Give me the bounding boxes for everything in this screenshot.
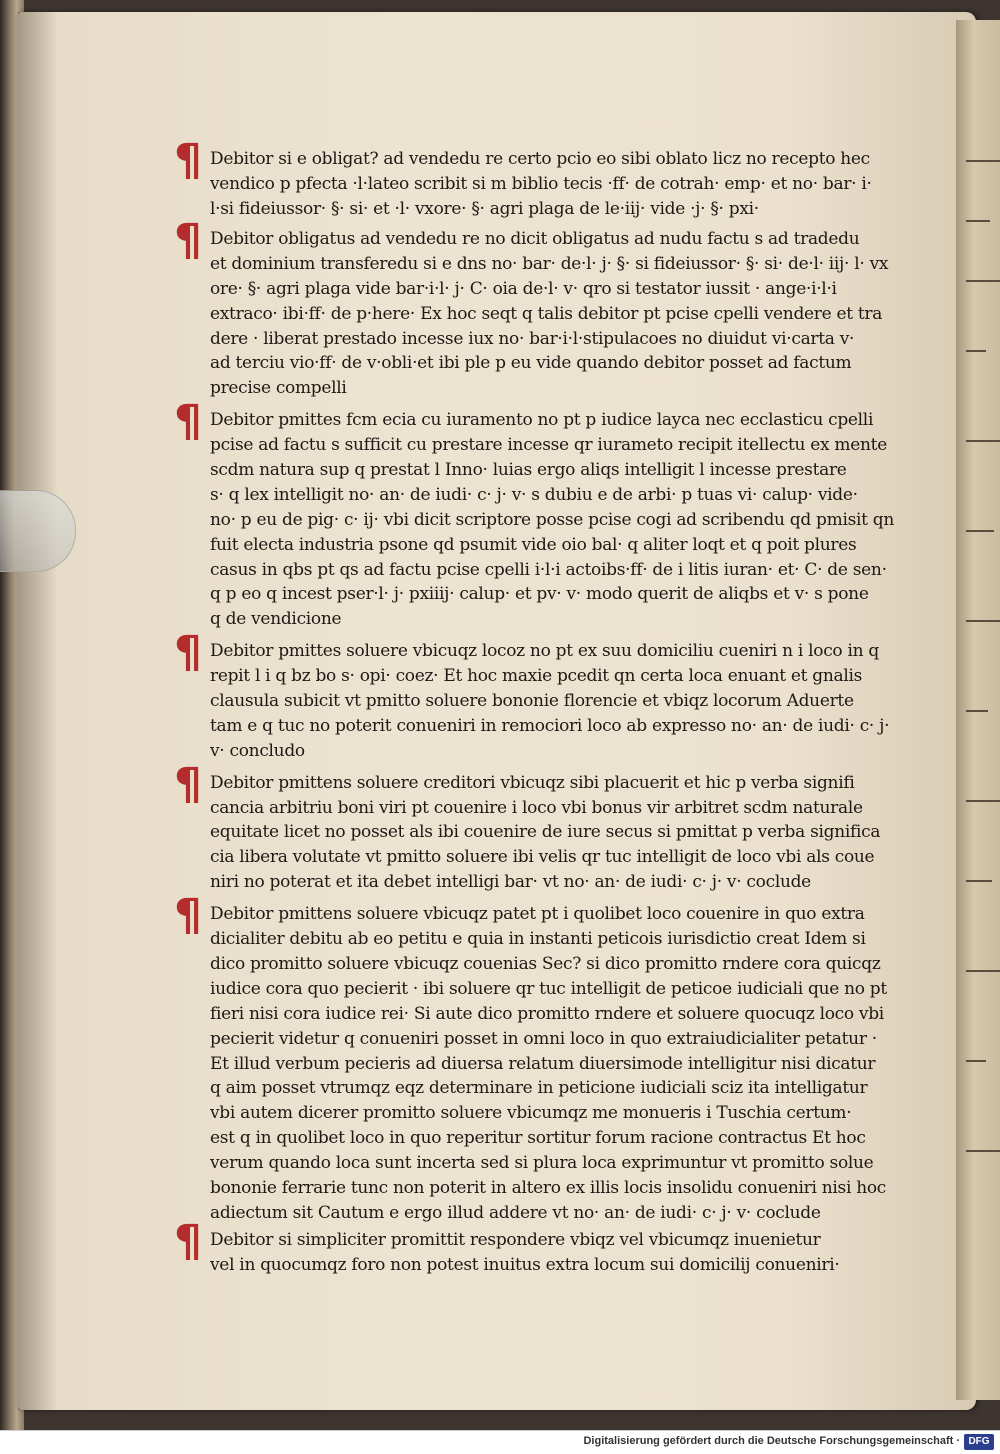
text-line: dere · liberat prestado incesse iux no· bar·i·l·stipulacoes no diuidut vi·carta v· bbox=[210, 328, 855, 349]
paragraph bbox=[174, 396, 910, 632]
dfg-logo: DFG bbox=[964, 1434, 994, 1450]
text-line: Et illud verbum pecieris ad diuersa relatum diuersimode intelligitur nisi dicatur bbox=[210, 1053, 876, 1074]
text-line: Debitor pmittens soluere vbicuqz patet pt i quolibet loco couenire in quo extra bbox=[210, 904, 865, 925]
text-line: q aim posset vtrumqz eqz determinare in peticione iudiciali sciz ita intelligatur bbox=[210, 1078, 868, 1099]
text-line: equitate licet no posset als ibi couenire de iure secus si pmittat p verba significa bbox=[210, 822, 881, 843]
text-line: no· p eu de pig· c· ij· vbi dicit scriptore posse pcise cogi ad scribendu qd pmisit qn bbox=[210, 509, 895, 530]
text-line: fuit electa industria psone qd psumit vide oio bal· q aliter loqt et q poit plures bbox=[210, 534, 857, 555]
text-line: extraco· ibi·ff· de p·here· Ex hoc seqt q talis debitor pt pcise cpelli vendere et tra bbox=[210, 303, 883, 324]
text-line: dico promitto soluere vbicuqz couenias Sec? si dico promitto rndere cora quicqz bbox=[210, 953, 881, 974]
paper-clip bbox=[0, 490, 76, 572]
text-line: vendico p pfecta ·l·lateo scribit si m biblio tecis ·ff· de cotrah· emp· et no· bar· i· bbox=[210, 173, 872, 194]
text-line: v· concludo bbox=[210, 740, 305, 761]
text-line: vbi autem dicerer promitto soluere vbicumqz me monueris i Tuschia certum· bbox=[210, 1103, 852, 1124]
rubric-paragraph-mark: ¶ bbox=[174, 215, 202, 266]
text-line: pecierit videtur q conueniri posset in omni loco in quo extraiudicialiter petatur · bbox=[210, 1028, 877, 1049]
text-line: l·si fideiussor· §· si· et ·l· vxore· §· agri plaga de le·iij· vide ·j· §· pxi· bbox=[210, 198, 759, 219]
gutter-shadow bbox=[18, 12, 58, 1410]
text-line: repit l i q bz bo s· opi· coez· Et hoc maxie pcedit qn certa loca enuant et gnalis bbox=[210, 666, 863, 687]
rubric-paragraph-mark: ¶ bbox=[174, 1215, 202, 1267]
paragraph bbox=[174, 627, 910, 763]
text-line: scdm natura sup q prestat l Inno· luias ergo aliqs intelligit l incesse prestare bbox=[210, 460, 847, 481]
rubric-paragraph-mark: ¶ bbox=[174, 758, 202, 810]
text-line: clausula subicit vt pmitto soluere bononie florencie et vbiqz locorum Aduerte bbox=[210, 691, 854, 712]
text-line: pcise ad factu s sufficit cu prestare incesse qr iurameto recipit itellectu ex mente bbox=[210, 435, 887, 456]
text-line: est q in quolibet loco in quo reperitur sortitur forum racione contractus Et hoc bbox=[210, 1128, 866, 1149]
text-line: s· q lex intelligit no· an· de iudi· c· j· v· s dubiu e de arbi· p tuas vi· calup· vide· bbox=[210, 484, 858, 505]
text-line: adiectum sit Cautum e ergo illud addere vt no· an· de iudi· c· j· v· coclude bbox=[210, 1202, 821, 1223]
paragraph bbox=[174, 1215, 910, 1278]
text-line: Debitor si simpliciter promittit respondere vbiqz vel vbicumqz inuenietur bbox=[210, 1229, 821, 1250]
paragraph bbox=[174, 135, 910, 222]
paragraph bbox=[174, 890, 910, 1226]
text-line: iudice cora quo pecierit · ibi soluere qr tuc intelligit de peticoe iudiciali que no pt bbox=[210, 978, 887, 999]
text-block bbox=[174, 135, 910, 1278]
next-page-edge bbox=[956, 20, 1000, 1400]
text-line: cancia arbitriu boni viri pt couenire i loco vbi bonus vir arbitret scdm naturale bbox=[210, 797, 863, 818]
text-line: tam e q tuc no poterit conueniri in remociori loco ab expresso no· an· de iudi· c· j· bbox=[210, 715, 890, 736]
text-line: verum quando loca sunt incerta sed si plura loca exprimuntur vt promitto solue bbox=[210, 1153, 874, 1174]
text-line: ore· §· agri plaga vide bar·i·l· j· C· oia de·l· v· qro si testator iussit · ange·i·l·i bbox=[210, 278, 837, 299]
text-line: q p eo q incest pser·l· j· pxiiij· calup· et pv· v· modo querit de aliqbs et v· s pone bbox=[210, 584, 869, 605]
text-line: et dominium transferedu si e dns no· bar· de·l· j· §· si fideiussor· §· si· de·l· iij· l· vx bbox=[210, 253, 889, 274]
text-line: niri no poterat et ita debet intelligi bar· vt no· an· de iudi· c· j· v· coclude bbox=[210, 872, 811, 893]
text-line: vel in quocumqz foro non potest inuitus extra locum sui domicilij conueniri· bbox=[210, 1254, 840, 1275]
text-line: precise compelli bbox=[210, 378, 347, 399]
footer-credit: Digitalisierung gefördert durch die Deutsche Forschungsgemeinschaft · bbox=[583, 1435, 960, 1447]
text-line: q de vendicione bbox=[210, 609, 342, 630]
text-line: Debitor si e obligat? ad vendedu re certo pcio eo sibi oblato licz no recepto hec bbox=[210, 149, 870, 169]
text-line: casus in qbs pt qs ad factu pcise cpelli i·l·i actoibs·ff· de i litis iuran· et· C· de sen· bbox=[210, 559, 887, 580]
rubric-paragraph-mark: ¶ bbox=[174, 890, 202, 942]
paragraph bbox=[174, 215, 910, 401]
text-line: Debitor pmittens soluere creditori vbicuqz sibi placuerit et hic p verba signifi bbox=[210, 772, 855, 793]
paragraph bbox=[174, 758, 910, 895]
text-line: ad terciu vio·ff· de v·obli·et ibi ple p eu vide quando debitor posset ad factum bbox=[210, 353, 852, 374]
text-line: Debitor pmittes fcm ecia cu iuramento no pt p iudice layca nec ecclasticu cpelli bbox=[210, 410, 874, 431]
text-line: Debitor obligatus ad vendedu re no dicit obligatus ad nudu factu s ad tradedu bbox=[210, 229, 860, 249]
text-line: Debitor pmittes soluere vbicuqz locoz no pt ex suu domiciliu cueniri n i loco in q bbox=[210, 641, 879, 662]
text-line: cia libera volutate vt pmitto soluere ibi velis qr tuc intelligit de loco vbi als coue bbox=[210, 847, 875, 868]
text-line: bononie ferrarie tunc non poterit in altero ex illis locis insolidu conueniri nisi hoc bbox=[210, 1177, 886, 1198]
text-line: dicialiter debitu ab eo petitu e quia in instanti peticois iurisdictio creat Idem si bbox=[210, 929, 866, 950]
rubric-paragraph-mark: ¶ bbox=[174, 135, 202, 186]
digitization-footer bbox=[0, 1430, 1000, 1454]
rubric-paragraph-mark: ¶ bbox=[174, 627, 202, 679]
text-line: fieri nisi cora iudice rei· Si aute dico promitto rndere et soluere quocuqz loco vbi bbox=[210, 1003, 884, 1024]
rubric-paragraph-mark: ¶ bbox=[174, 396, 202, 448]
